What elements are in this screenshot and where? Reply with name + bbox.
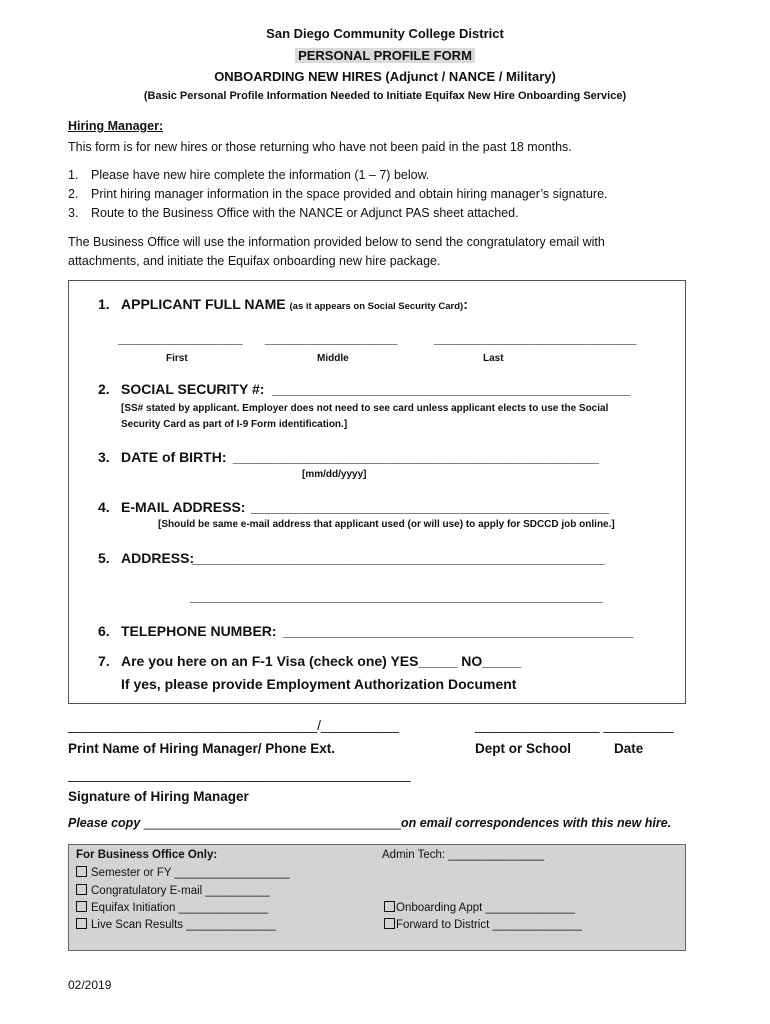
dept-label: Dept or School <box>475 741 572 756</box>
applicant-name-label <box>121 296 468 312</box>
business-office-title: For Business Office Only: <box>76 849 218 861</box>
form-subtitle: ONBOARDING NEW HIRES (Adjunct / NANCE / Military) <box>214 69 556 84</box>
dept-date-field[interactable]: ________________ _________ <box>475 717 674 733</box>
admin-tech-field[interactable]: Admin Tech: _______________ <box>382 849 545 861</box>
business-office-paragraph-2: attachments, and initiate the Equifax onboarding new hire package. <box>68 254 441 268</box>
revision-date: 02/2019 <box>68 978 112 992</box>
step-2: Print hiring manager information in the space provided and obtain hiring manager’s signature. <box>91 187 608 201</box>
telephone-label: TELEPHONE NUMBER: <box>121 623 277 639</box>
dob-field[interactable]: _______________________________________________ <box>233 449 599 465</box>
congratulatory-email-label: Congratulatory E-mail __________ <box>91 885 270 897</box>
dob-label: DATE of BIRTH: <box>121 449 227 465</box>
date-label: Date <box>614 741 644 756</box>
checkbox-icon[interactable] <box>76 901 87 912</box>
first-caption: First <box>166 353 188 364</box>
form-title-text: PERSONAL PROFILE FORM <box>295 48 475 63</box>
checkbox-icon[interactable] <box>384 901 395 912</box>
email-field[interactable]: ______________________________________________ <box>251 499 610 515</box>
equifax-initiation-label: Equifax Initiation ______________ <box>91 902 269 914</box>
form-note: (Basic Personal Profile Information Needed to Initiate Equifax New Hire Onboarding Service) <box>143 90 627 102</box>
semester-fy-item[interactable] <box>76 866 290 879</box>
telephone-field[interactable]: _____________________________________________ <box>283 623 634 639</box>
onboarding-appt-label: Onboarding Appt ______________ <box>396 902 576 914</box>
district-title: San Diego Community College District <box>266 26 504 41</box>
equifax-initiation-item[interactable] <box>76 901 268 914</box>
first-name-field[interactable]: ________________ <box>118 330 243 346</box>
step-1: Please have new hire complete the information (1 – 7) below. <box>91 168 430 182</box>
last-caption: Last <box>483 353 504 364</box>
step-1-number: 1. <box>68 168 79 182</box>
email-hint: [Should be same e-mail address that applicant used (or will use) to apply for SDCCD job online.] <box>158 519 615 530</box>
copy-instruction <box>68 816 671 830</box>
intro-line: This form is for new hires or those returning who have not been paid in the past 18 months. <box>68 140 572 154</box>
field-6-number: 6. <box>98 623 110 639</box>
field-7-number: 7. <box>98 653 110 669</box>
checkbox-icon[interactable] <box>384 918 395 929</box>
signature-field[interactable]: ____________________________________________ <box>68 766 411 782</box>
address-field-1[interactable]: _____________________________________________________ <box>192 550 605 566</box>
business-office-paragraph-1: The Business Office will use the information provided below to send the congratulatory email with <box>68 235 605 249</box>
ssn-label: SOCIAL SECURITY #: <box>121 381 265 397</box>
step-3-number: 3. <box>68 206 79 220</box>
checkbox-icon[interactable] <box>76 918 87 929</box>
semester-fy-label: Semester or FY __________________ <box>91 867 290 879</box>
hiring-manager-heading: Hiring Manager: <box>68 119 164 133</box>
manager-name-field[interactable]: ________________________________/__________ <box>68 717 399 733</box>
address-label: ADDRESS: <box>121 550 195 566</box>
copy-suffix: on email correspondences with this new hire. <box>400 816 672 830</box>
middle-caption: Middle <box>317 353 349 364</box>
step-3: Route to the Business Office with the NANCE or Adjunct PAS sheet attached. <box>91 206 519 220</box>
step-2-number: 2. <box>68 187 79 201</box>
field-4-number: 4. <box>98 499 110 515</box>
applicant-name-label-text: APPLICANT FULL NAME <box>121 296 286 312</box>
live-scan-label: Live Scan Results ______________ <box>91 919 276 931</box>
copy-field[interactable]: _____________________________________ <box>143 816 401 830</box>
field-3-number: 3. <box>98 449 110 465</box>
field-1-number: 1. <box>98 296 110 312</box>
forward-district-item[interactable] <box>384 918 582 931</box>
applicant-name-colon: : <box>463 296 468 312</box>
f1-visa-question[interactable]: Are you here on an F-1 Visa (check one) YES_____ NO_____ <box>121 653 522 669</box>
last-name-field[interactable]: __________________________ <box>434 330 637 346</box>
copy-prefix: Please copy <box>68 816 144 830</box>
ssn-note-2: Security Card as part of I-9 Form identification.] <box>121 419 348 430</box>
address-field-2[interactable]: _____________________________________________________ <box>190 588 603 604</box>
f1-visa-instruction: If yes, please provide Employment Authorization Document <box>121 676 517 692</box>
onboarding-appt-item[interactable] <box>384 901 575 914</box>
forward-district-label: Forward to District ______________ <box>396 919 583 931</box>
checkbox-icon[interactable] <box>76 884 87 895</box>
form-title <box>0 48 770 63</box>
applicant-name-hint: (as it appears on Social Security Card) <box>289 301 464 312</box>
ssn-note-1: [SS# stated by applicant. Employer does not need to see card unless applicant elects to use the Social <box>121 403 609 414</box>
field-5-number: 5. <box>98 550 110 566</box>
middle-name-field[interactable]: _________________ <box>265 330 398 346</box>
live-scan-item[interactable] <box>76 918 276 931</box>
checkbox-icon[interactable] <box>76 866 87 877</box>
ssn-field[interactable]: ______________________________________________ <box>272 381 631 397</box>
signature-label: Signature of Hiring Manager <box>68 789 249 804</box>
congratulatory-email-item[interactable] <box>76 884 269 897</box>
manager-name-label: Print Name of Hiring Manager/ Phone Ext. <box>68 741 336 756</box>
email-label: E-MAIL ADDRESS: <box>121 499 246 515</box>
field-2-number: 2. <box>98 381 110 397</box>
dob-hint: [mm/dd/yyyy] <box>302 469 367 480</box>
